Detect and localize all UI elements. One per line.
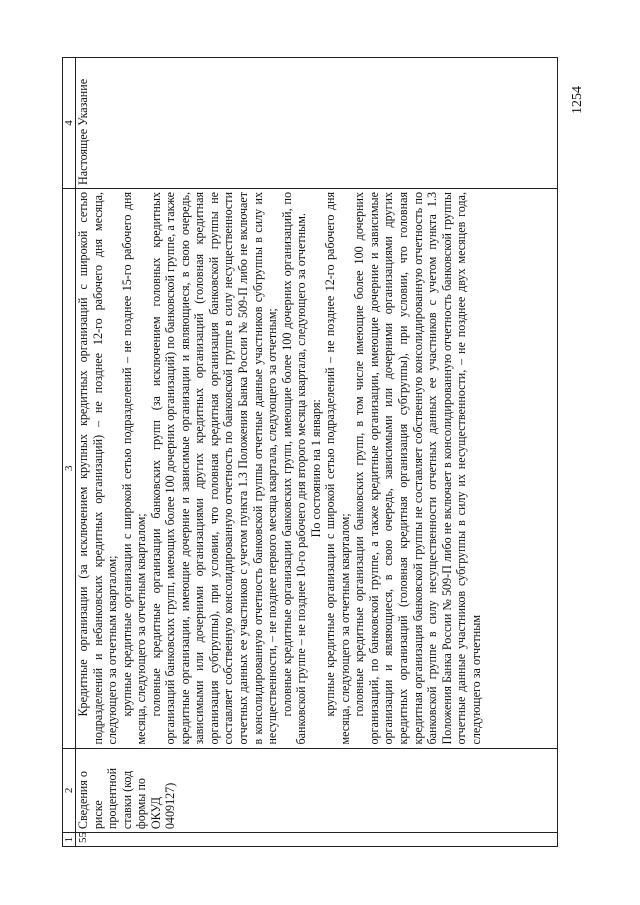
table-row <box>76 58 558 847</box>
header-col-3: 3 <box>63 188 76 748</box>
basis-cell: Настоящее Указание <box>76 58 558 189</box>
column-number-header-row <box>63 58 76 847</box>
header-col-2: 2 <box>63 748 76 833</box>
page-number: 1254 <box>570 86 585 114</box>
reporting-schedule-table <box>62 57 558 847</box>
deadline-paragraph: По состоянию на 1 января: <box>308 399 323 538</box>
deadline-paragraph: головные кредитные организации банковских групп (за исключением головных кредитных организаций банковских групп, имеющих более 100 дочерних организаций) по банковской группе, а также кредитные организации, имеющие дочерние и зависимые организации и являющиеся, в свою очередь, зависимыми или дочерними организациями других кредитных организаций (головная кредитная организация субгруппы), при условии, что головная кредитная организация банковской группы не составляет собственную консолидированную отчетность по банковской группе в силу несущественности отчетных данных ее участников с учетом пункта 1.3 Положения Банка России № 509-П либо не включает в консолидированную отчетность банковской группы отчетные данные участников субгруппы в силу их несущественности, – не позднее первого месяца квартала, следующего за отчетным; <box>148 191 280 745</box>
deadline-paragraph: головные кредитные организации банковских групп, в том числе имеющие более 100 дочерних организаций, по банковской группе, а также кредитные организации, имеющие дочерние и зависимые организации и являющиеся, в свою очередь, зависимыми или дочерними организациями других кредитных организаций (головная кредитная организация субгруппы), при условии, что головная кредитная организация банковской группы не составляет собственную консолидированную отчетность по банковской группе в силу несущественности отчетных данных ее участников с учетом пункта 1.3 Положения Банка России № 509-П либо не включает в консолидированную отчетность банковской группы отчетные данные участников субгруппы в силу их несущественности, – не позднее двух месяцев года, следующего за отчетным <box>352 191 483 745</box>
header-col-4: 4 <box>63 58 76 189</box>
deadline-paragraph: крупные кредитные организации с широкой сетью подразделений – не позднее 15-го рабочего дня месяца, следующего за отчетным кварталом; <box>119 191 149 745</box>
report-name-cell: Сведения о риске процентной ставки (код формы по ОКУД 0409127) <box>76 748 558 833</box>
deadline-paragraph: головные кредитные организации банковских групп, имеющие более 100 дочерних организаций, по банковской группе – не позднее 10-го рабочего дня второго месяца квартала, следующего за отчетным. <box>279 191 309 745</box>
row-number: 55 <box>76 833 558 847</box>
rotated-table-container <box>62 57 558 847</box>
header-col-1: 1 <box>63 833 76 847</box>
deadline-paragraph: Кредитные организации (за исключением крупных кредитных организаций с широкой сетью подразделений и небанковских кредитных организаций) – не позднее 12-го рабочего дня месяца, следующего за отчетным кварталом; <box>76 191 120 745</box>
deadline-paragraph: крупные кредитные организации с широкой сетью подразделений – не позднее 12-го рабочего дня месяца, следующего за отчетным кварталом; <box>323 191 352 745</box>
deadline-cell <box>76 188 558 748</box>
